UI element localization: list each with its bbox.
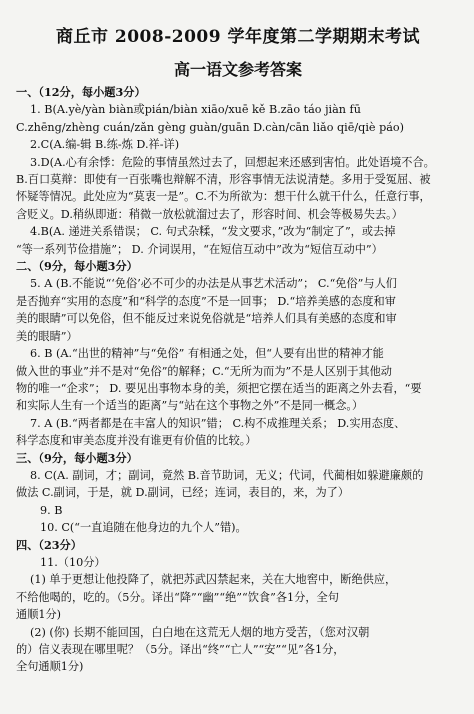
- answer-line: 怀疑等情况。此处应为“莫衷一是”。C.不为所欲为：想干什么就干什么，任意行事，: [16, 190, 431, 204]
- section-heading: 一、（12分，每小题3分）: [16, 85, 146, 99]
- answer-line: C.zhēng/zhèng cuán/zǎn gèng guàn/guān D.càn/cān liǎo qiē/qiè páo): [16, 120, 404, 134]
- section-heading: 四、（23分）: [16, 537, 82, 552]
- page-subtitle: 高一语文参考答案: [173, 60, 302, 79]
- answer-line: 美的眼睛”）: [16, 329, 78, 343]
- answer-line: 2.C(A.编-辑 B.练-炼 D.祥-详): [30, 138, 180, 152]
- answer-line: 7. A (B.“两者都是在丰富人的知识”错； C.构不成推理关系； D.实用态度、: [30, 416, 406, 430]
- answer-line: 10. C(“一直追随在他身边的九个人”错)。: [40, 521, 247, 535]
- answer-line: 全句通顺1分): [16, 660, 84, 674]
- answer-line: 的）信义表现在哪里呢？（5分。译出“终”“亡人”“安”“见”各1分，: [16, 643, 345, 656]
- answer-line: 和实际人生有一个适当的距离”与“站在这个事物之外”不是同一概念。）: [16, 399, 364, 413]
- answer-line: (1) 单于更想让他投降了，就把苏武囚禁起来，关在大地窖中，断绝供应，: [30, 573, 397, 587]
- answer-line: 美的眼睛”可以免俗，但不能反过来说免俗就是“培养人们具有美感的态度和审: [16, 312, 397, 326]
- answer-line: 通顺1分): [16, 608, 62, 622]
- answer-line: 做入世的事业”并不是对“免俗”的解释；C.“无所为而为”不是人区别于其他动: [16, 364, 392, 378]
- answer-line: 4.B(A. 递进关系错误； C. 句式杂糅，“发文要求，”改为“制定了”，或去掉: [30, 225, 396, 239]
- page-title: 商丘市 2008-2009 学年度第二学期期末考试: [55, 27, 421, 47]
- answer-line: 11.（10分）: [40, 555, 106, 569]
- section-heading: 二、（9分，每小题3分）: [16, 259, 138, 274]
- answer-line: 做法 C.副词，于是，就 D.副词，已经；连词，表目的，来，为了）: [16, 486, 350, 500]
- answer-line: 3.D(A.心有余悸：危险的事情虽然过去了，回想起来还感到害怕。此处语境不合。: [30, 155, 435, 169]
- answer-line: 5. A (B.不能说“‘免俗’必不可少的办法是从事艺术活动”； C.“免俗”与人们: [30, 277, 397, 291]
- section-heading: 三、（9分，每小题3分）: [16, 450, 138, 465]
- answer-line: (2) (你) 长期不能回国，白白地在这荒无人烟的地方受苦，（您对汉朝: [30, 625, 370, 639]
- answer-line: 1. B(A.yè/yàn biàn或pián/biàn xiāo/xuē kě B.zāo táo jiàn fū: [30, 103, 361, 117]
- answer-line: 9. B: [40, 503, 63, 517]
- answer-line: 物的唯一“企求”； D. 要见出事物本身的美，须把它摆在适当的距离之外去看，“要: [16, 381, 422, 395]
- answer-line: 科学态度和审美态度并没有谁更有价值的比较。）: [16, 434, 257, 448]
- answer-body: [16, 84, 460, 676]
- answer-line: 是否抛弃“实用的态度”和“科学的态度”不是一回事； D.“培养美感的态度和审: [16, 294, 396, 308]
- answer-line: B.百口莫辩：即使有一百张嘴也辩解不清，形容事情无法说清楚。多用于受冤屈、被: [16, 173, 431, 187]
- answer-line: 6. B (A.“出世的精神”与“免俗” 有相通之处，但“人要有出世的精神才能: [30, 347, 384, 361]
- answer-line: 8. C(A. 副词，才；副词，竟然 B.音节助词，无义；代词，代蔺相如躲避廉颇的: [30, 468, 424, 482]
- answer-line: 不给他喝的，吃的。（5分。译出“降”“幽”“绝”“饮食”各1分，全句: [16, 590, 339, 604]
- answer-line: “等一系列节俭措施”； D. 介词误用，“在短信互动中”改为“短信互动中”）: [16, 242, 383, 256]
- answer-line: 含贬义。D.稍纵即逝：稍微一放松就溜过去了，形容时间、机会等极易失去。）: [16, 207, 403, 221]
